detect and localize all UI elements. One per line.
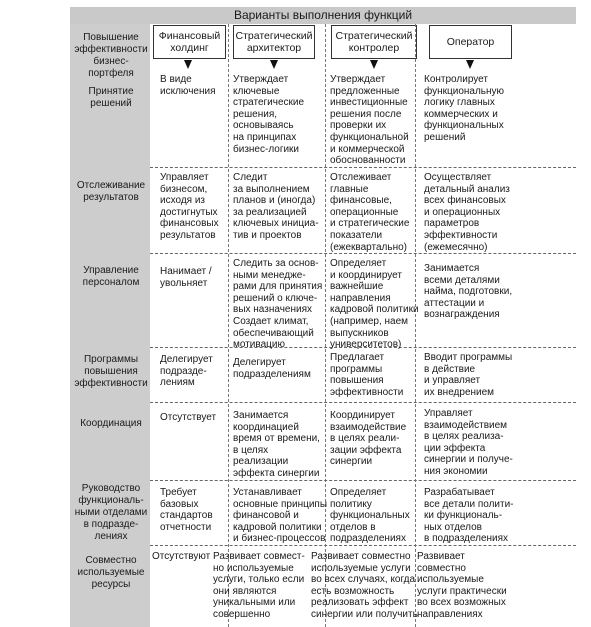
table-cell: Развивает совмест- но используемые услуги, только если они являются уникальными или совершенно	[213, 551, 305, 620]
table-cell: Следит за выполнением планов и (иногда) за реализацией ключевых инициа- тив и проектов	[233, 172, 319, 241]
table-cell: Осуществляет детальный анализ всех финансовых и операционных параметров эффективности (ежемесячно)	[424, 172, 510, 253]
arrow-down-icon	[184, 60, 192, 69]
arrow-down-icon	[370, 60, 378, 69]
row-label-shared-resources: Совместно используемые ресурсы	[77, 555, 145, 590]
row-label-functional-departments: Руководство функциональ- ными отделами в подразде- лениях	[74, 483, 148, 542]
table-title: Варианты выполнения функций	[70, 7, 576, 24]
table-cell: Разрабатывает все детали полити- ки функциональ- ных отделов в подразделениях	[424, 487, 514, 545]
table-cell: Контролирует функциональную логику главных коммерческих и функциональных решений	[424, 74, 505, 143]
table-cell: Следить за основ- ными менедже- рами для принятия решений о ключе- вых назначениях Создает климат, обеспечивающий мотивацию	[233, 258, 323, 351]
row-divider	[150, 545, 576, 546]
row-label-programs: Программы повышения эффективности	[74, 354, 148, 389]
table-cell: Вводит программы в действие и управляет их внедрением	[424, 352, 513, 398]
table-cell: Развивает совместно используемые услуги практически во всех возможных направлениях	[417, 551, 507, 620]
table-cell: Отсутствует	[160, 412, 217, 423]
table-cell: Занимается координацией время от времени, в целях реализации эффекта синергии	[233, 410, 320, 479]
row-divider	[150, 480, 576, 481]
table-cell: Отслеживает главные финансовые, операционные и стратегические показатели (ежеквартально)	[330, 172, 410, 253]
table-cell: Развивает совместно используемые услуги во всех случаях, когда есть возможность реализовать эффект синергии или получить	[311, 551, 418, 620]
table-cell: Координирует взаимодействие в целях реали- зации эффекта синергии	[330, 410, 407, 468]
table-cell: Определяет и координирует важнейшие направления кадровой политики (например, наем выпускников университетов)	[330, 258, 419, 351]
table-cell: Утверждает ключевые стратегические решения, основываясь на принципах бизнес-логики	[233, 74, 305, 155]
table-cell: Делегирует подразде- лениям	[160, 354, 213, 389]
row-divider	[150, 402, 576, 403]
column-header-operator: Оператор	[429, 25, 512, 59]
table-cell: Требует базовых стандартов отчетности	[160, 487, 213, 533]
table-cell: Предлагает программы повышения эффективности	[330, 352, 404, 398]
column-header-strategic-controller: Стратегический контролер	[331, 25, 417, 59]
table-cell: Нанимает / увольняет	[160, 266, 212, 289]
table-cell: Утверждает предложенные инвестиционные решения после проверки их функциональной и коммерческой обоснованности	[330, 74, 409, 167]
table-cell: Определяет политику функциональных отделов в подразделениях	[330, 487, 410, 545]
table-cell: Устанавливает основные принципы финансовой и кадровой политики и бизнес-процессов	[233, 487, 328, 545]
row-label-coordination: Координация	[80, 418, 142, 429]
row-label-personnel: Управление персоналом	[82, 265, 140, 288]
table-cell: Отсутствуют	[152, 551, 211, 562]
column-divider	[228, 24, 229, 627]
row-divider	[150, 167, 576, 168]
arrow-down-icon	[270, 60, 278, 69]
row-label-portfolio: Повышение эффективности бизнес- портфеля	[74, 32, 148, 79]
arrow-down-icon	[466, 60, 474, 69]
table-cell: Делегирует подразделениям	[233, 357, 311, 380]
table-cell: Управляет взаимодействием в целях реализа- ции эффекта синергии и получе- ния экономии	[424, 408, 513, 477]
row-label-decisions: Принятие решений	[88, 86, 134, 109]
table-cell: Занимается всеми деталями найма, подготовки, аттестации и вознаграждения	[424, 263, 513, 321]
row-label-monitoring: Отслеживание результатов	[76, 180, 146, 203]
column-header-strategic-architect: Стратегический архитектор	[233, 25, 315, 59]
table-cell: В виде исключения	[160, 74, 216, 97]
column-header-financial-holding: Финансовый холдинг	[153, 25, 226, 59]
table-cell: Управляет бизнесом, исходя из достигнутых финансовых результатов	[160, 172, 219, 241]
